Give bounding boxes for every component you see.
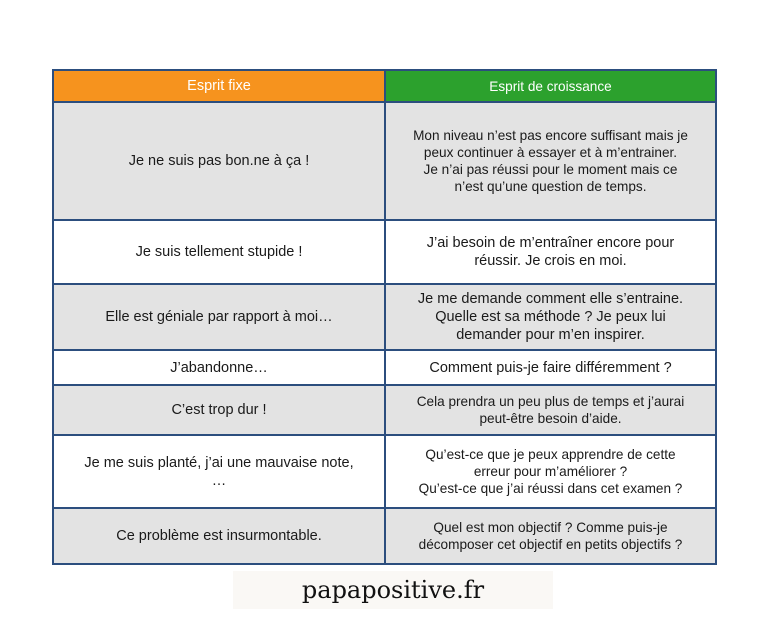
table-row [54,507,715,563]
header-growth-mindset: Esprit de croissance [386,71,715,101]
header-fixed-mindset: Esprit fixe [54,71,386,101]
table-header-row [54,71,715,101]
growth-mindset-cell: Je me demande comment elle s’entraine. Quelle est sa méthode ? Je peux lui demander pour m’en inspirer. [386,285,715,349]
growth-mindset-cell: Quel est mon objectif ? Comme puis-je décomposer cet objectif en petits objectifs ? [386,509,715,563]
site-watermark: papapositive.fr [233,571,553,609]
growth-mindset-cell: Comment puis-je faire différemment ? [386,351,715,384]
table-row [54,434,715,507]
growth-mindset-cell: J’ai besoin de m’entraîner encore pour réussir. Je crois en moi. [386,221,715,283]
table-row [54,283,715,349]
growth-mindset-cell: Mon niveau n’est pas encore suffisant mais je peux continuer à essayer et à m’entrainer. Je n’ai pas réussi pour le moment mais ce n’est qu’une question de temps. [386,103,715,219]
fixed-mindset-cell: Ce problème est insurmontable. [54,509,386,563]
fixed-mindset-cell: J’abandonne… [54,351,386,384]
table-row [54,349,715,384]
growth-mindset-cell: Qu’est-ce que je peux apprendre de cette erreur pour m’améliorer ? Qu’est-ce que j’ai réussi dans cet examen ? [386,436,715,507]
table-row [54,219,715,283]
fixed-mindset-cell: Je me suis planté, j’ai une mauvaise note, … [54,436,386,507]
table-row [54,101,715,219]
growth-mindset-cell: Cela prendra un peu plus de temps et j’aurai peut-être besoin d’aide. [386,386,715,434]
fixed-mindset-cell: C’est trop dur ! [54,386,386,434]
mindset-comparison-table [52,69,717,565]
fixed-mindset-cell: Je suis tellement stupide ! [54,221,386,283]
table-row [54,384,715,434]
fixed-mindset-cell: Je ne suis pas bon.ne à ça ! [54,103,386,219]
fixed-mindset-cell: Elle est géniale par rapport à moi… [54,285,386,349]
